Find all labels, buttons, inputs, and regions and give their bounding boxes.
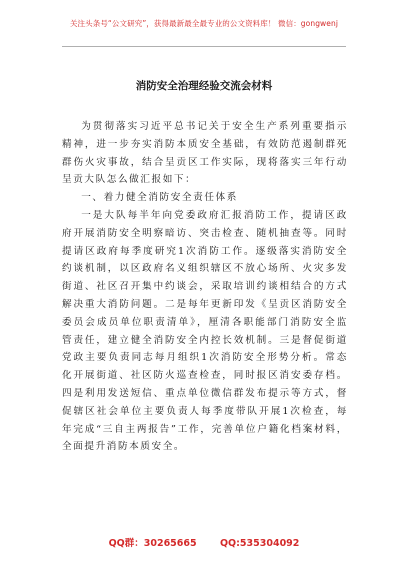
intro-paragraph: 为贯彻落实习近平总书记关于安全生产系列重要指示精神，进一步夯实消防本质安全基础，有效防范遏制群死群伤火灾事故，结合呈贡区工作实际，现将落实三年行动呈贡大队怎么做汇报如下： bbox=[62, 121, 348, 186]
footer-contacts bbox=[0, 535, 408, 549]
document-body bbox=[62, 118, 348, 456]
header-divider bbox=[62, 46, 346, 47]
header-banner: 关注头条号“公文研究”，获得最新最全最专业的公文资料库！ 微信：gongwenj bbox=[69, 19, 339, 28]
section-heading: 一、着力健全消防安全责任体系 bbox=[81, 192, 238, 204]
document-title: 消防安全治理经验交流会材料 bbox=[135, 80, 273, 92]
body-paragraph: 一是大队每半年向党委政府汇报消防工作，提请区政府开展消防安全明察暗访、突击检查、随机抽查等。同时提请区政府每季度研究1次消防工作。逐级落实消防安全约谈机制，以区政府名义组织辖区不放心场所、火灾多发街道、社区召开集中约谈会，采取培训约谈相结合的方式解决重大消防问题。二是每年更新印发《呈贡区消防安全委员会成员单位职责清单》，厘清各职能部门消防安全监管责任，建立健全消防安全内控长效机制。三是督促街道党政主要负责同志每月组织1次消防安全形势分析。常态化开展街道、社区防火巡查检查，同时报区消安委存档。四是利用发送短信、重点单位微信群发布提示等方式，督促辖区社会单位主要负责人每季度带队开展1次检查，每年完成“三自主两报告”工作，完善单位户籍化档案材料，全面提升消防本质安全。 bbox=[62, 209, 348, 453]
qq-number: QQ:535304092 bbox=[219, 538, 300, 549]
qq-group-number: QQ群：30265665 bbox=[108, 538, 197, 549]
